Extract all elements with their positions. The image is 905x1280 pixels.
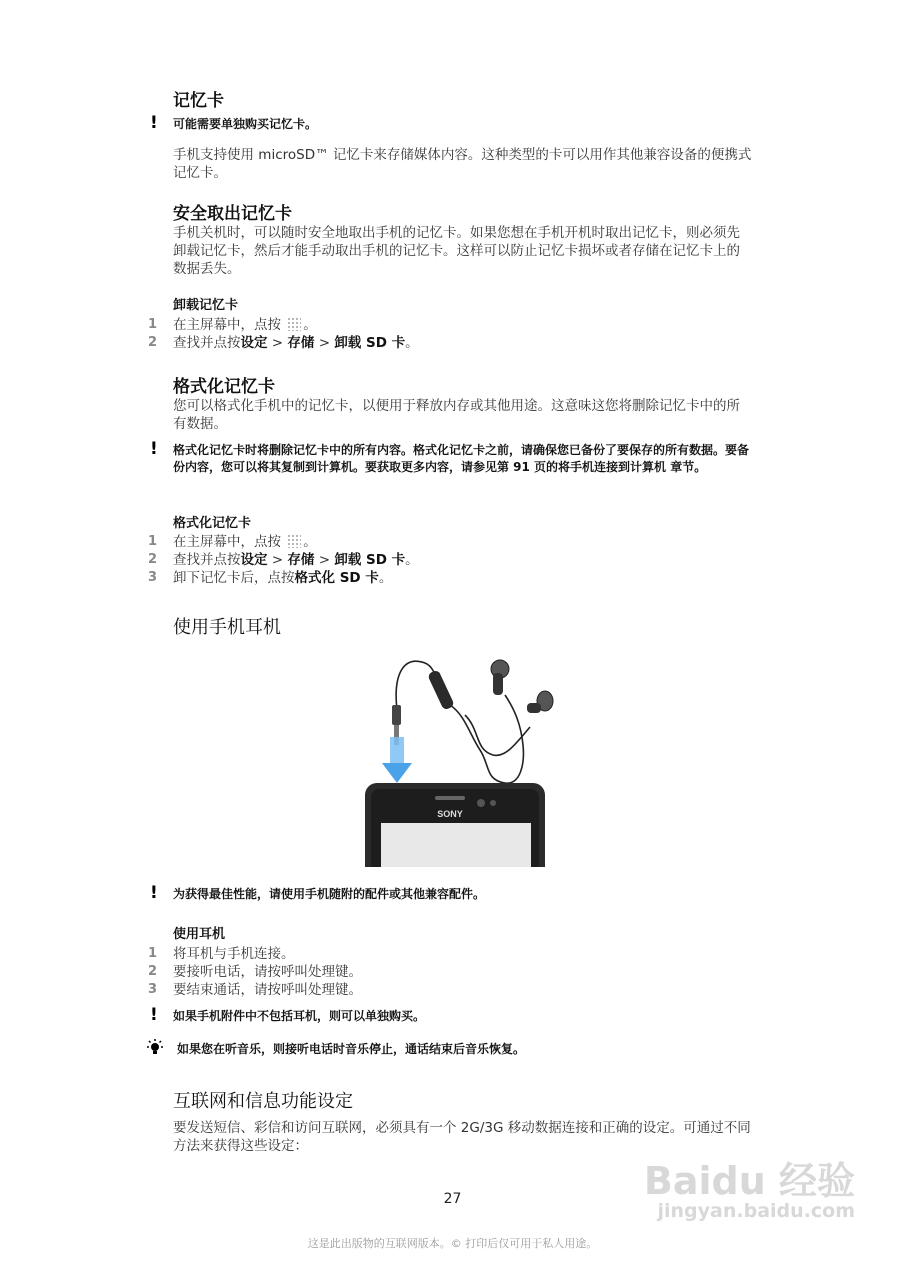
step-text: 要结束通话，请按呼叫处理键。 (173, 982, 362, 998)
settings-keyword: 设定 (240, 552, 268, 568)
unmount-keyword: 卸载 SD 卡 (334, 335, 406, 351)
section-title-internet: 互联网和信息功能设定 (173, 1091, 353, 1112)
step-text: 在主屏幕中，点按 (173, 317, 286, 333)
list-item (0, 569, 905, 587)
list-item (0, 963, 905, 981)
separator: > (314, 335, 335, 351)
headset-phone-illustration (355, 655, 555, 870)
list-item (0, 551, 905, 569)
list-item (0, 316, 905, 334)
warning-icon: ! (150, 439, 158, 459)
phone-speaker (435, 796, 465, 800)
section-title-memory-card: 记忆卡 (173, 91, 224, 111)
list-item (0, 945, 905, 963)
headset-cable (396, 661, 523, 783)
note-accessories: 为获得最佳性能，请使用手机随附的配件或其他兼容配件。 (173, 887, 486, 901)
step-number: 1 (148, 317, 158, 332)
down-arrow-icon (382, 763, 412, 783)
app-grid-icon (287, 534, 301, 548)
footer-note: 这是此出版物的互联网版本。© 打印后仅可用于私人用途。 (307, 1237, 598, 1250)
watermark-url: jingyan.baidu.com (657, 1200, 855, 1222)
headset-plug-body (392, 705, 401, 725)
step-text-end: 。 (303, 317, 317, 333)
step-text: 卸下记忆卡后，点按 (173, 570, 295, 586)
headset-cable-branch (465, 715, 530, 755)
storage-keyword: 存储 (287, 335, 315, 351)
step-number: 3 (148, 570, 158, 585)
arrow-shaft (390, 737, 404, 765)
phone-screen (381, 823, 531, 870)
page-number: 27 (443, 1191, 462, 1207)
step-number: 1 (148, 534, 158, 549)
step-text: 在主屏幕中，点按 (173, 534, 286, 550)
step-number: 2 (148, 552, 158, 567)
note-buy-headset: 如果手机附件中不包括耳机，则可以单独购买。 (173, 1009, 426, 1023)
earbud-left-stem (493, 673, 503, 695)
note-format-warning: 格式化记忆卡时将删除记忆卡中的所有内容。格式化记忆卡之前，请确保您已备份了要保存的所有数据。要备份内容，您可以将其复制到计算机。要获取更多内容，请参见第 91 页的将手机连接到计算机 章节。 (173, 443, 750, 474)
unmount-keyword: 卸载 SD 卡 (334, 552, 406, 568)
step-text-end: 。 (405, 552, 419, 568)
step-text: 将耳机与手机连接。 (173, 946, 295, 962)
subtitle-unmount: 卸载记忆卡 (173, 298, 239, 313)
para-internet: 要发送短信、彩信和访问互联网，必须具有一个 2G/3G 移动数据连接和正确的设定。可通过不同方法来获得这些设定： (173, 1120, 751, 1154)
section-title-safe-remove: 安全取出记忆卡 (173, 204, 292, 224)
format-keyword: 格式化 SD 卡 (294, 570, 379, 586)
subtitle-use-headset: 使用耳机 (173, 927, 226, 942)
step-text-end: 。 (303, 534, 317, 550)
section-title-format: 格式化记忆卡 (173, 377, 275, 397)
warning-icon: ! (150, 113, 158, 133)
step-text: 要接听电话，请按呼叫处理键。 (173, 964, 362, 980)
separator: > (267, 552, 288, 568)
warning-icon: ! (150, 883, 158, 903)
phone-camera (477, 799, 485, 807)
section-title-headset: 使用手机耳机 (173, 617, 281, 638)
list-item (0, 981, 905, 999)
app-grid-icon (287, 317, 301, 331)
para-safe-remove: 手机关机时，可以随时安全地取出手机的记忆卡。如果您想在手机开机时取出记忆卡，则必须先卸载记忆卡，然后才能手动取出手机的记忆卡。这样可以防止记忆卡损坏或者存储在记忆卡上的数据丢失。 (173, 225, 740, 277)
tip-music: 如果您在听音乐，则接听电话时音乐停止，通话结束后音乐恢复。 (177, 1042, 526, 1056)
step-text: 查找并点按 (173, 552, 241, 568)
step-number: 3 (148, 982, 158, 997)
tip-bulb-icon (145, 1038, 165, 1058)
note-buy-card: 可能需要单独购买记忆卡。 (173, 117, 318, 131)
list-item (0, 533, 905, 551)
watermark-logo: Baidu 经验 (643, 1159, 855, 1203)
warning-icon: ! (150, 1005, 158, 1025)
step-text: 查找并点按 (173, 335, 241, 351)
step-text-end: 。 (405, 335, 419, 351)
phone-sensor (490, 800, 496, 806)
para-memory-card: 手机支持使用 microSD™ 记忆卡来存储媒体内容。这种类型的卡可以用作其他兼容设备的便携式记忆卡。 (173, 147, 752, 181)
list-item (0, 334, 905, 352)
step-number: 1 (148, 946, 158, 961)
step-text-end: 。 (378, 570, 393, 586)
separator: > (267, 335, 288, 351)
step-number: 2 (148, 964, 158, 979)
earbud-right-stem (527, 703, 541, 713)
separator: > (314, 552, 335, 568)
subtitle-format: 格式化记忆卡 (173, 516, 252, 531)
settings-keyword: 设定 (240, 335, 268, 351)
call-handling-key (427, 669, 455, 710)
storage-keyword: 存储 (287, 552, 315, 568)
step-number: 2 (148, 335, 158, 350)
phone-brand: SONY (437, 809, 463, 819)
illustration-crop (355, 867, 555, 870)
para-format: 您可以格式化手机中的记忆卡，以便用于释放内存或其他用途。这意味这您将删除记忆卡中的所有数据。 (173, 398, 740, 432)
